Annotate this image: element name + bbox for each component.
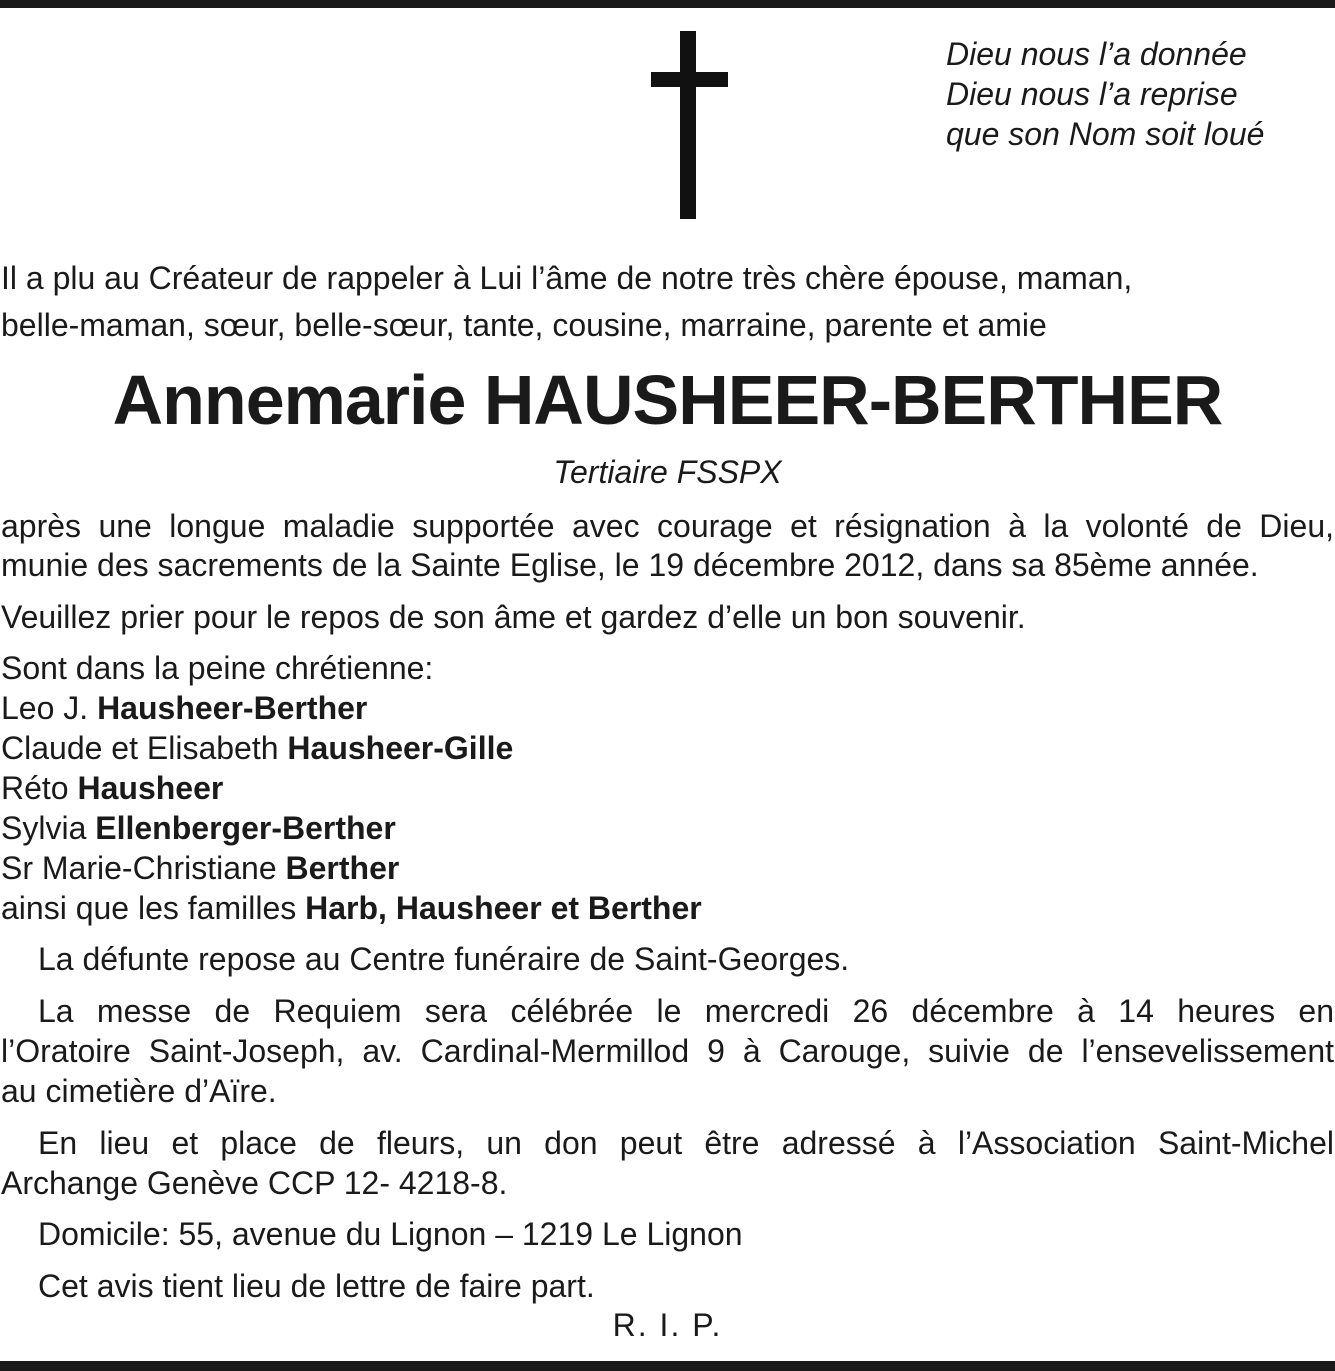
mourner-line xyxy=(1,688,367,728)
rip-closing: R. I. P. xyxy=(612,1307,723,1343)
mass-line: l’Oratoire Saint-Joseph, av. Cardinal-Mermillod 9 à Carouge, suivie de l’ensevelissement xyxy=(1,1033,1334,1069)
passing-line: munie des sacrements de la Sainte Eglise, le 19 décembre 2012, dans sa 85ème année. xyxy=(1,547,1259,583)
mourner-family: Hausheer xyxy=(77,770,224,806)
mourner-given: Leo J. xyxy=(1,690,89,726)
mourner-line xyxy=(1,848,399,888)
mourner-line xyxy=(1,808,396,848)
donation-line: Archange Genève CCP 12- 4218-8. xyxy=(1,1165,508,1201)
intro-line: Il a plu au Créateur de rappeler à Lui l’âme de notre très chère épouse, maman, xyxy=(1,260,1133,296)
mass-line: au cimetière d’Aïre. xyxy=(1,1073,277,1109)
epigraph-verse xyxy=(946,34,1264,154)
verse-line: Dieu nous l’a donnée xyxy=(946,36,1247,72)
donation-line: En lieu et place de fleurs, un don peut être adressé à l’Association Saint-Michel xyxy=(38,1125,1334,1161)
domicile-address: Domicile: 55, avenue du Lignon – 1219 Le Lignon xyxy=(38,1216,743,1252)
mass-line: La messe de Requiem sera célébrée le mercredi 26 décembre à 14 heures en xyxy=(38,993,1334,1029)
mourner-line xyxy=(1,768,223,808)
intro-line: belle-maman, sœur, belle-sœur, tante, cousine, marraine, parente et amie xyxy=(1,307,1047,343)
mourner-family: Hausheer-Berther xyxy=(97,690,368,726)
mourner-given: Claude et Elisabeth xyxy=(1,730,279,766)
verse-line: Dieu nous l’a reprise xyxy=(946,76,1238,112)
prayer-request: Veuillez prier pour le repos de son âme et gardez d’elle un bon souvenir. xyxy=(1,599,1026,635)
top-border-rule xyxy=(0,0,1335,8)
cross-vertical-bar xyxy=(680,31,696,219)
repose-notice: La défunte repose au Centre funéraire de Saint-Georges. xyxy=(38,941,850,977)
passing-line: après une longue maladie supportée avec courage et résignation à la volonté de Dieu, xyxy=(1,508,1334,544)
mourners-heading: Sont dans la peine chrétienne: xyxy=(1,650,434,686)
mourner-line xyxy=(1,728,513,768)
bottom-border-rule xyxy=(0,1361,1335,1371)
mourner-family: Berther xyxy=(285,850,400,886)
mourner-family: Harb, Hausheer et Berther xyxy=(305,890,702,926)
deceased-subtitle: Tertiaire FSSPX xyxy=(553,454,782,490)
mourner-family: Ellenberger-Berther xyxy=(95,810,396,846)
mourner-line xyxy=(1,888,702,928)
deceased-name: Annemarie HAUSHEER-BERTHER xyxy=(112,361,1223,439)
mourner-given: ainsi que les familles xyxy=(1,890,297,926)
notice-statement: Cet avis tient lieu de lettre de faire part. xyxy=(38,1268,595,1304)
verse-line: que son Nom soit loué xyxy=(946,116,1265,152)
mourner-given: Sylvia xyxy=(1,810,87,846)
cross-horizontal-bar xyxy=(651,72,728,87)
mourner-given: Réto xyxy=(1,770,69,806)
mourner-family: Hausheer-Gille xyxy=(287,730,514,766)
mourner-given: Sr Marie-Christiane xyxy=(1,850,277,886)
